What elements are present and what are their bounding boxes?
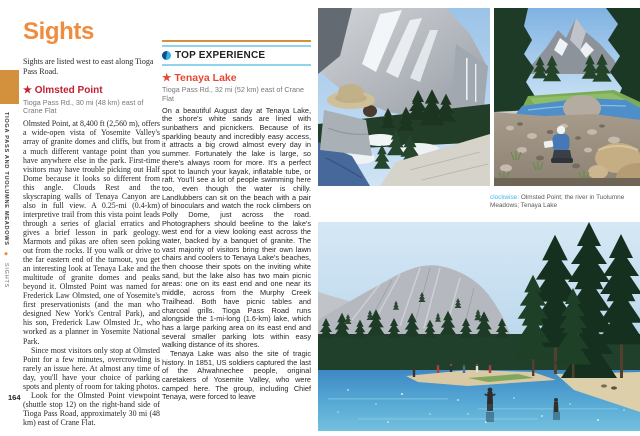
section-title: Sights <box>23 18 94 45</box>
tenaya-heading-label: Tenaya Lake <box>174 71 237 84</box>
page-number: 164 <box>8 393 21 402</box>
section-intro: Sights are listed west to east along Tioga Pass Road. <box>23 57 154 76</box>
photo-olmsted-point <box>318 8 490 186</box>
top-experience-icon <box>162 51 171 60</box>
tenaya-paragraph: Tenaya Lake was also the site of tragic history. In 1851, US soldiers captured the last of the Ahwahnechee people, original caretakers of Yosemite Valley, who were camped here. The group, including Chief Tenaya, were forced to leave <box>162 348 311 402</box>
middle-column <box>162 40 311 402</box>
olmsted-paragraph: Olmsted Point, at 8,400 ft (2,560 m), offers a wide-open vista of Yosemite Valley's array of granite domes and cliffs, but from a much different vantage point than you have anywhere else in the park. First-time visitors may have trouble picking out Half Dome because it looks so different from this angle. Clouds Rest and the skyscraping walls of Tenaya Canyon are also in full view. A 0.25-mi (0.4-km) interpretive trail from this vista point leads through a series of glacial erratics and gives a brief lesson in park geology. Marmots and pikas are often seen poking out from the rocks. If you walk or drive to the far eastern end of the turnout, you get an interesting look at Tenaya Lake and the multitude of granite domes and peaks beyond it. Olmsted Point was named for Frederick Law Olmsted, one of Yosemite's first preservationists (and the man who designed New York's Central Park), and his son, Frederick Law Olmsted Jr., who worked as a planner in Yosemite National Park. <box>23 119 160 346</box>
star-icon: ★ <box>162 71 172 84</box>
diamond-separator-icon: ◆ <box>3 250 9 258</box>
top-experience-banner <box>162 47 311 65</box>
chapter-tab <box>0 70 19 104</box>
tenaya-body <box>162 107 311 402</box>
olmsted-heading-label: Olmsted Point <box>34 85 103 97</box>
tenaya-heading <box>162 72 311 84</box>
caption-prefix: clockwise: <box>490 194 520 201</box>
photo-tenaya-lake <box>318 222 640 431</box>
spine-label <box>3 112 9 288</box>
photo-caption <box>490 194 636 210</box>
olmsted-paragraph: Since most visitors only stop at Olmsted Point for a few minutes, overcrowding is rarely an issue here. At almost any time of day, you'll have your choice of parking spots and plenty of room for taking photos. <box>23 345 160 391</box>
caption-text: Olmsted Point; the river in Tuolumne Meadows; Tenaya Lake <box>490 194 625 209</box>
blue-rule-bottom <box>162 64 311 66</box>
olmsted-address: Tioga Pass Rd., 30 mi (48 km) east of Crane Flat <box>23 97 144 116</box>
olmsted-body <box>23 119 160 427</box>
left-column <box>23 18 160 427</box>
spine-section: SIGHTS <box>3 262 9 288</box>
top-experience-label: TOP EXPERIENCE <box>175 50 266 61</box>
tenaya-paragraph: On a beautiful August day at Tenaya Lake, the shore's white sands are lined with sunbathers and picnickers. Because of its sparkling beauty and incredibly easy access, it attracts a big crowd almost every day in summer. Fortunately the lake is large, so there's always room for more. It's a perfect spot to launch your kayak, inflatable tube, or raft. You'll see a lot of people swimming here too, even though the water is chilly. Landlubbers can sit on the beach with a pair of binoculars and watch the rock climbers on Polly Dome, just across the road. Photographers should beeline to the lake's west end for a view looking east across the water, backed by a banquet of granite. The vast majority of visitors bring their own lawn chairs and coolers to Tenaya Lake's beaches, then choose their spots on the inviting white sand, but the lake also has two main picnic areas: one on its east end and one near its middle, across from the Murphy Creek Trailhead. Both have picnic tables and charcoal grills. Tioga Pass Road runs alongside the 1-mi-long (1.6-km) lake, which has a large parking area on its east end and several smaller parking lots within easy walking distance of its shores. <box>162 105 311 350</box>
olmsted-heading <box>23 85 160 96</box>
photo-tuolumne-river <box>494 8 640 186</box>
tenaya-address: Tioga Pass Rd., 32 mi (52 km) east of Crane Flat <box>162 85 304 103</box>
star-icon: ★ <box>23 85 32 97</box>
spine-chapter: TIOGA PASS AND TUOLUMNE MEADOWS <box>3 112 9 246</box>
olmsted-paragraph: Look for the Olmsted Point viewpoint (shuttle stop 12) on the right-hand side of Tioga Pass Road, approximately 30 mi (48 km) east of Crane Flat. <box>23 390 160 427</box>
